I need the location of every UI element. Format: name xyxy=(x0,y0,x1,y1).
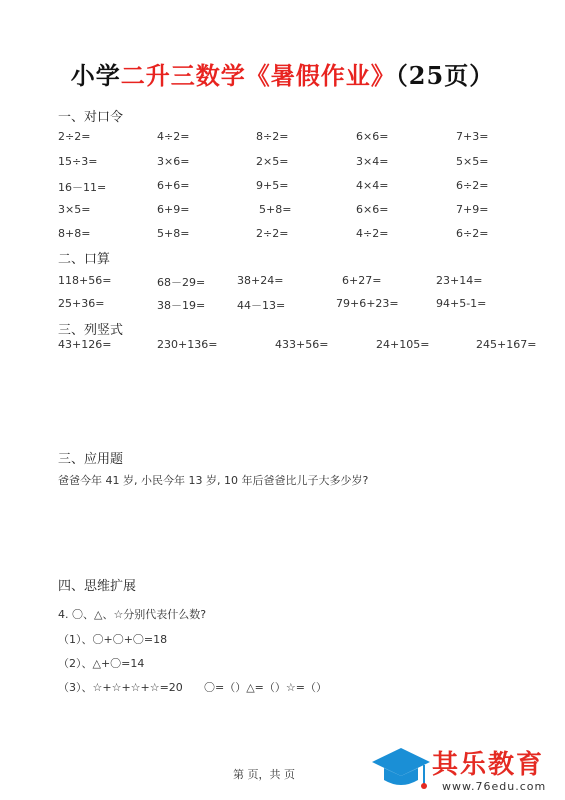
problem: 6÷2= xyxy=(456,227,489,240)
problem: 43+126= xyxy=(58,338,112,351)
section-vertical-calc-heading: 三、列竖式 xyxy=(58,323,124,338)
problem: 4×4= xyxy=(356,179,389,192)
problem: 118+56= xyxy=(58,274,112,287)
problem: 2×5= xyxy=(256,155,289,168)
problem: 15÷3= xyxy=(58,155,98,168)
problem: 3×5= xyxy=(58,203,91,216)
oral-row xyxy=(0,227,565,243)
problem: 2÷2= xyxy=(256,227,289,240)
problem: 79+6+23= xyxy=(336,297,399,310)
problem: 8÷2= xyxy=(256,130,289,143)
problem: 7+9= xyxy=(456,203,489,216)
problem: 245+167= xyxy=(476,338,537,351)
title-suffix: （25页） xyxy=(395,61,495,90)
problem: 2÷2= xyxy=(58,130,91,143)
brand-url: www.76edu.com xyxy=(442,780,547,793)
thinking-intro: 4. 〇、△、☆分别代表什么数? xyxy=(58,608,207,621)
problem: 6+6= xyxy=(157,179,190,192)
problem: 94+5-1= xyxy=(436,297,487,310)
problem: 3×6= xyxy=(157,155,190,168)
page-title xyxy=(0,56,565,91)
thinking-answer: 〇=（）△=（）☆=（） xyxy=(204,681,327,694)
problem: 6+27= xyxy=(342,274,382,287)
mental-row xyxy=(0,274,565,290)
problem: 24+105= xyxy=(376,338,430,351)
brand-name: 其乐教育 xyxy=(432,750,545,780)
problem: 6×6= xyxy=(356,130,389,143)
problem: 433+56= xyxy=(275,338,329,351)
problem: 4÷2= xyxy=(356,227,389,240)
oral-row xyxy=(0,179,565,195)
title-prefix: 小学 xyxy=(70,61,121,90)
section-word-problem-heading: 三、应用题 xyxy=(58,452,124,467)
vertical-calc-row xyxy=(0,338,565,354)
problem: 9+5= xyxy=(256,179,289,192)
problem: 25+36= xyxy=(58,297,105,310)
problem: 5+8= xyxy=(259,203,292,216)
problem: 7+3= xyxy=(456,130,489,143)
brand-logo xyxy=(370,742,565,798)
title-highlight: 二升三数学《暑假作业》 xyxy=(120,61,396,90)
problem: 6÷2= xyxy=(456,179,489,192)
problem: 38－19= xyxy=(157,299,206,312)
page-footer: 第 页，共 页 xyxy=(233,768,295,781)
problem: 44－13= xyxy=(237,299,286,312)
oral-row xyxy=(0,203,565,219)
thinking-line-3: （3）、☆+☆+☆+☆=20 xyxy=(58,681,183,694)
problem: 23+14= xyxy=(436,274,483,287)
problem: 5+8= xyxy=(157,227,190,240)
problem: 8+8= xyxy=(58,227,91,240)
problem: 5×5= xyxy=(456,155,489,168)
mental-row xyxy=(0,297,565,313)
section-mental-math-heading: 二、口算 xyxy=(58,252,111,267)
section-oral-drill-heading: 一、对口令 xyxy=(58,110,124,125)
word-problem-text: 爸爸今年 41 岁, 小民今年 13 岁, 10 年后爸爸比儿子大多少岁? xyxy=(58,474,369,487)
problem: 16－11= xyxy=(58,181,107,194)
thinking-line-1: （1）、〇+〇+〇=18 xyxy=(58,633,168,646)
oral-row xyxy=(0,130,565,146)
oral-row xyxy=(0,155,565,171)
problem: 230+136= xyxy=(157,338,218,351)
problem: 38+24= xyxy=(237,274,284,287)
problem: 6+9= xyxy=(157,203,190,216)
problem: 6×6= xyxy=(356,203,389,216)
thinking-line-2: （2）、△+〇=14 xyxy=(58,657,145,670)
problem: 68－29= xyxy=(157,276,206,289)
section-thinking-heading: 四、思维扩展 xyxy=(58,579,137,594)
graduation-cap-icon xyxy=(370,742,432,798)
problem: 4÷2= xyxy=(157,130,190,143)
problem: 3×4= xyxy=(356,155,389,168)
